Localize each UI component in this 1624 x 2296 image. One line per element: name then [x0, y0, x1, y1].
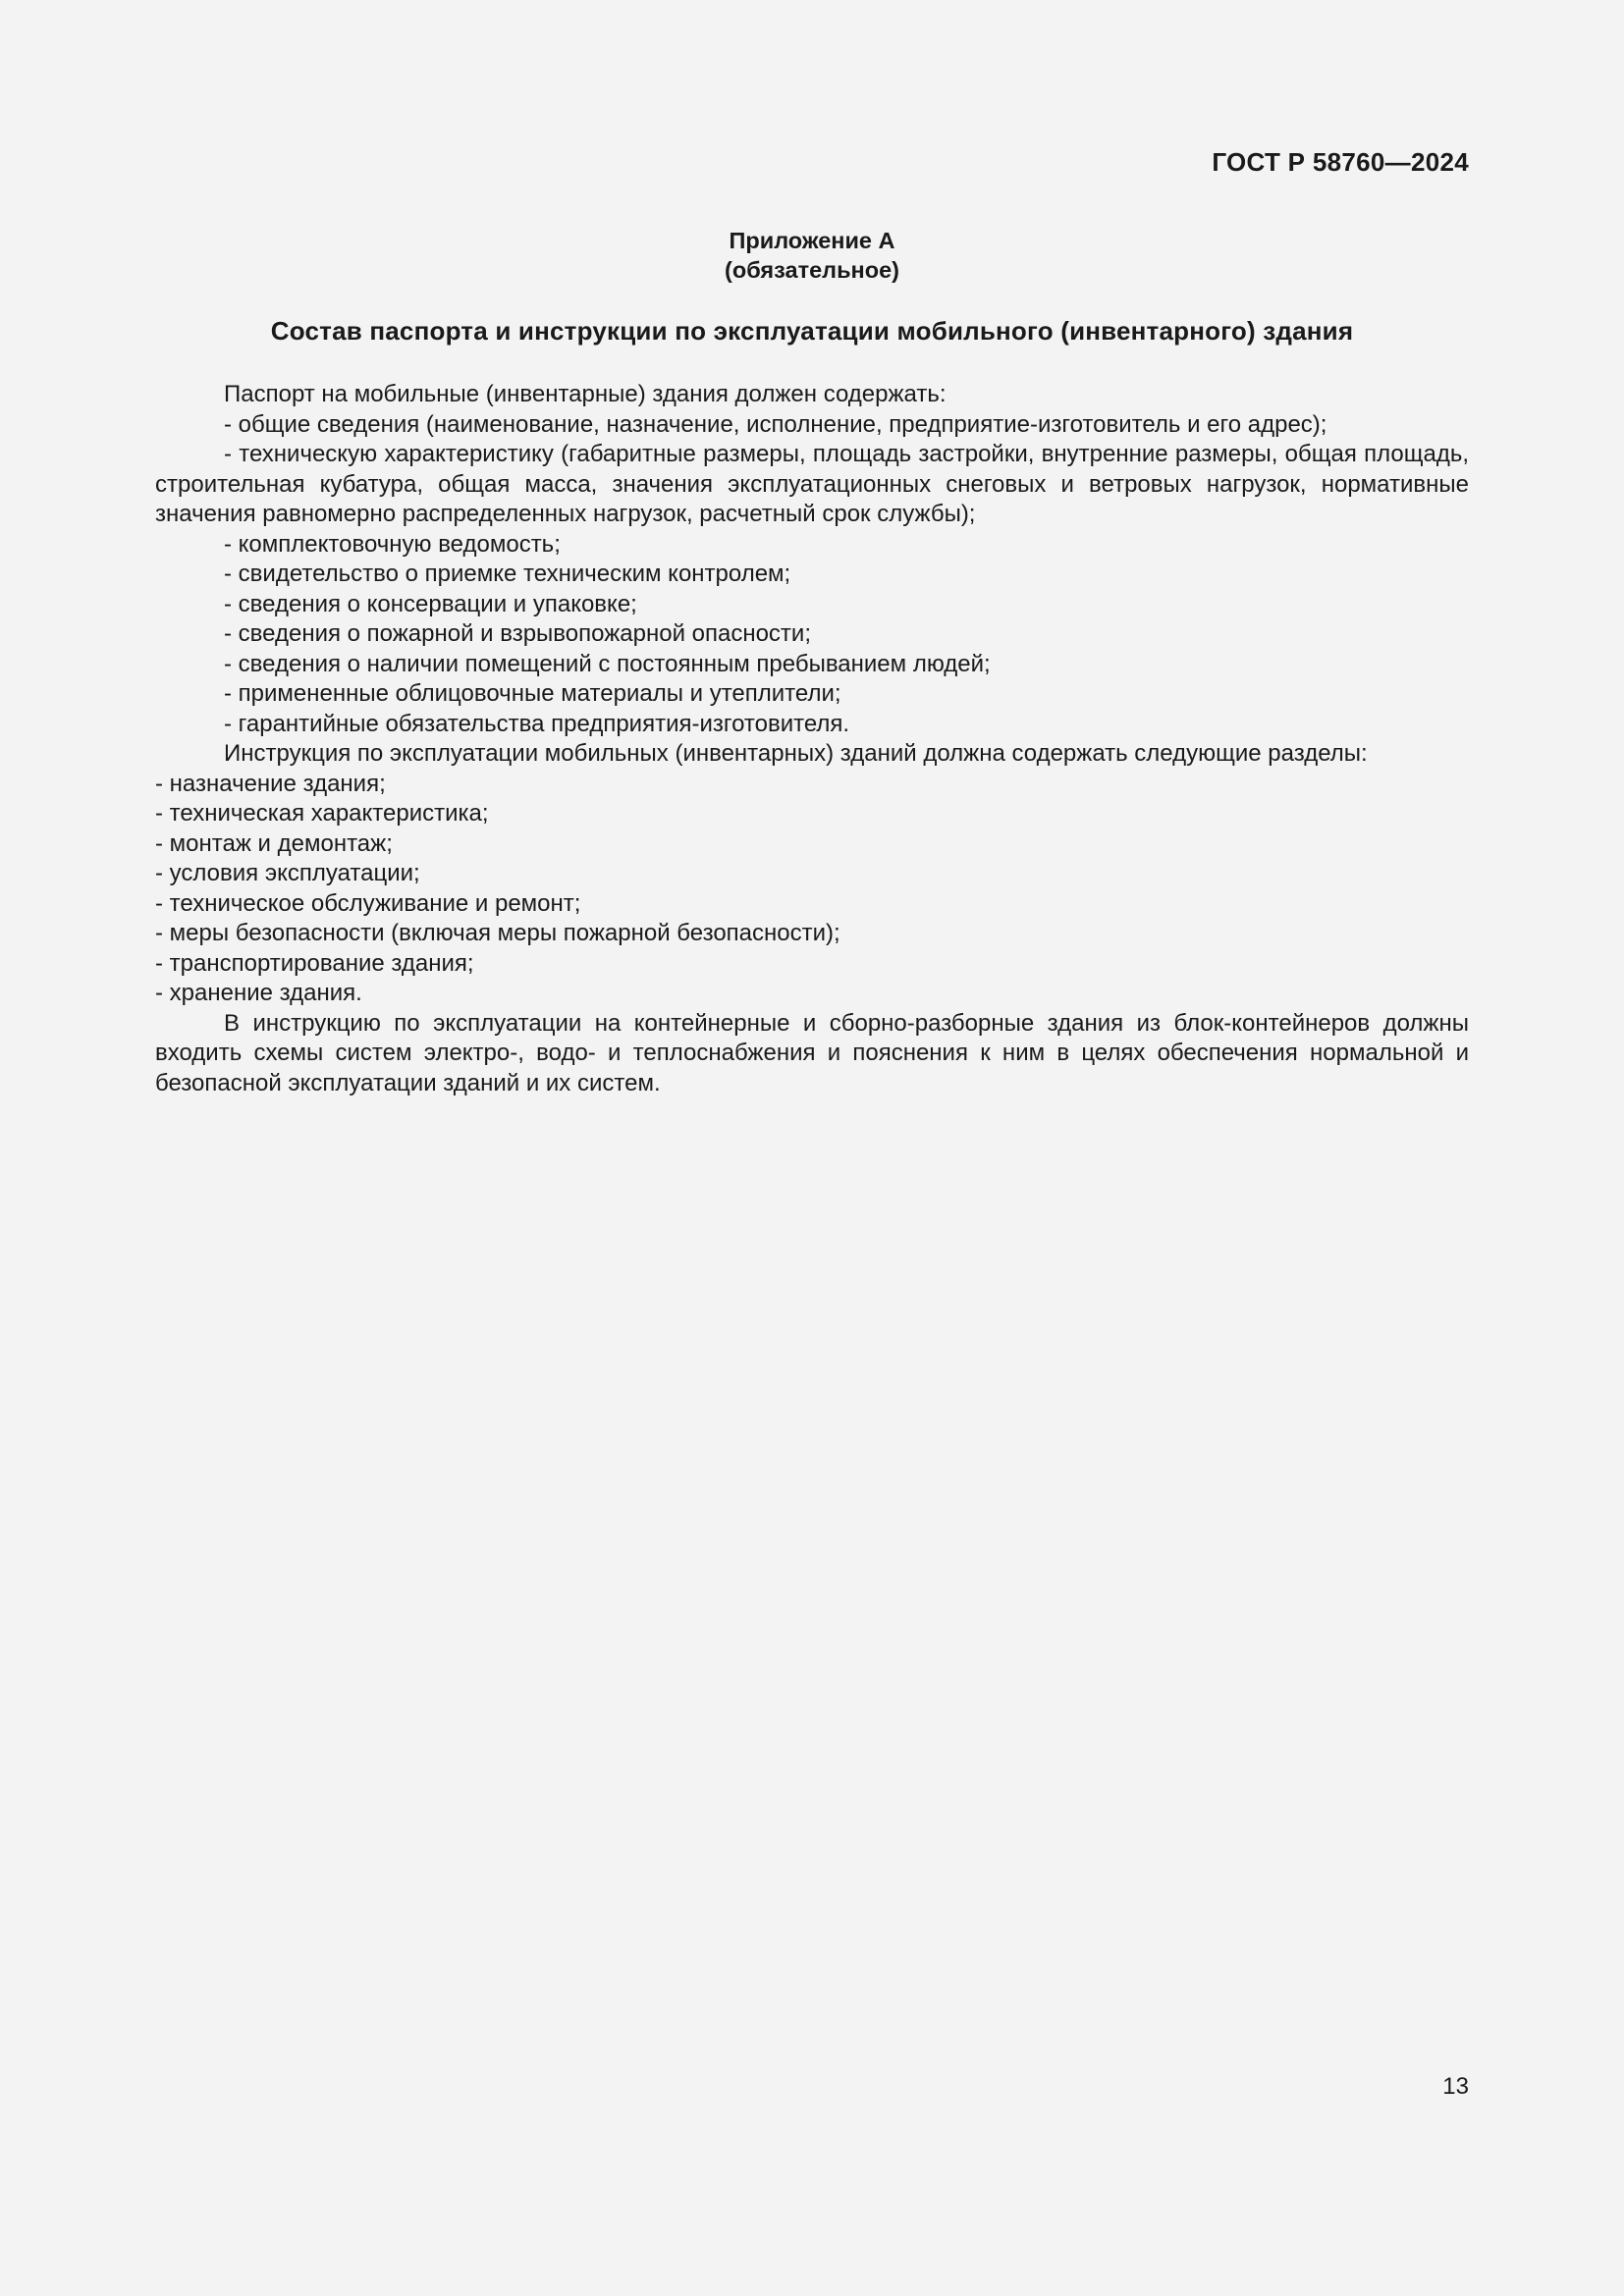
passport-item: - сведения о пожарной и взрывопожарной опасности;	[224, 620, 811, 647]
passport-item: - техническую характеристику (габаритные размеры, площадь застройки, внутренние размеры, общая площадь, строительная кубатура, общая масса, значения эксплуатационных снеговых и ветровых нагрузок, нормативные значения равномерно распределенных нагрузок, расчетный срок службы);	[155, 441, 1469, 527]
passport-item: - свидетельство о приемке техническим контролем;	[224, 561, 791, 587]
passport-item: - сведения о наличии помещений с постоянным пребыванием людей;	[224, 650, 991, 677]
closing-paragraph: В инструкцию по эксплуатации на контейнерные и сборно-разборные здания из блок-контейнеров должны входить схемы систем электро-, водо- и теплоснабжения и пояснения к ним в целях обеспечения нормальной и безопасной эксплуатации зданий и их систем.	[155, 1009, 1469, 1096]
passport-item: - сведения о консервации и упаковке;	[224, 590, 637, 617]
appendix-status: (обязательное)	[725, 257, 899, 283]
instruction-item: - техническая характеристика;	[155, 800, 489, 827]
instruction-item: - условия эксплуатации;	[155, 860, 420, 886]
instruction-item: - меры безопасности (включая меры пожарной безопасности);	[155, 920, 840, 946]
instruction-item: - техническое обслуживание и ремонт;	[155, 889, 581, 917]
passport-item: - общие сведения (наименование, назначение, исполнение, предприятие-изготовитель и его адрес);	[224, 410, 1327, 438]
instruction-intro: Инструкция по эксплуатации мобильных (инвентарных) зданий должна содержать следующие разделы:	[224, 740, 1368, 767]
document-body	[155, 380, 1469, 1098]
document-code: ГОСТ Р 58760—2024	[1212, 147, 1469, 177]
instruction-item: - транспортирование здания;	[155, 949, 474, 977]
passport-item: - комплектовочную ведомость;	[224, 530, 561, 558]
appendix-heading	[0, 226, 1624, 285]
appendix-title: Приложение А	[729, 228, 895, 253]
passport-item: - гарантийные обязательства предприятия-изготовителя.	[224, 710, 850, 737]
passport-intro: Паспорт на мобильные (инвентарные) здания должен содержать:	[224, 381, 947, 407]
page-number: 13	[1442, 2073, 1469, 2100]
instruction-item: - монтаж и демонтаж;	[155, 829, 393, 857]
instruction-item: - хранение здания.	[155, 980, 362, 1006]
passport-item: - примененные облицовочные материалы и утеплители;	[224, 680, 841, 707]
section-title: Состав паспорта и инструкции по эксплуатации мобильного (инвентарного) здания	[270, 316, 1354, 346]
instruction-item: - назначение здания;	[155, 770, 386, 797]
